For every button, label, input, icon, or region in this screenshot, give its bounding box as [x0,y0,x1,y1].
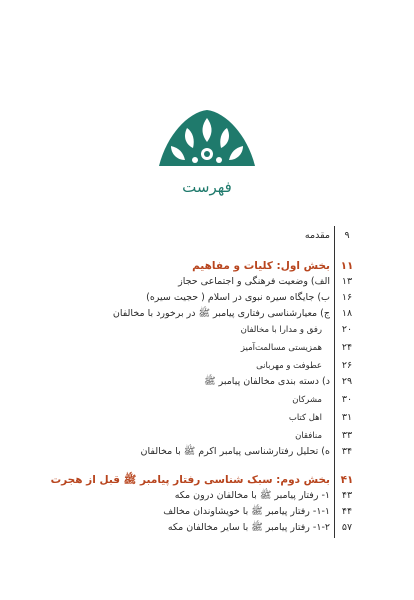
toc-entry[interactable] [0,444,414,460]
toc-entry-text: ۱-۲- رفتار پیامبر ﷺ با سایر مخالفان مکه [167,522,330,533]
toc-subentry[interactable] [0,358,414,374]
toc-page-number: ۳۰ [341,394,353,405]
toc-page-number: ۲۴ [341,342,353,353]
toc-page-number: ۴۴ [341,506,353,517]
toc-subentry[interactable] [0,428,414,444]
toc-page-number: ۴۱ [340,474,354,486]
toc-entry-text: اهل کتاب [288,413,322,423]
toc-page-number: ۲۹ [341,376,353,387]
toc-page-number: ۲۰ [341,324,353,335]
toc-page-number: ۳۴ [341,446,353,457]
toc-entry[interactable] [0,228,414,244]
toc-page-number: ۱۸ [341,308,353,319]
toc-entry[interactable] [0,274,414,290]
toc-entry-text: مشرکان [292,395,322,405]
toc-section-heading[interactable] [0,472,414,488]
toc-entry[interactable] [0,504,414,520]
toc-section-heading[interactable] [0,258,414,274]
toc-page-number: ۱۶ [341,292,353,303]
toc-entry-text: بخش دوم: سبک شناسی رفتار پیامبر ﷺ قبل از هجرت [50,474,330,486]
toc-entry-text: ۱- رفتار پیامبر ﷺ با مخالفان درون مکه [174,490,330,501]
toc-subentry[interactable] [0,410,414,426]
toc-entry[interactable] [0,520,414,536]
toc-page-number: ۳۱ [341,412,353,423]
toc-page-number: ۳۳ [341,430,353,441]
toc-entry[interactable] [0,306,414,322]
toc-entry-text: د) دسته بندی مخالفان پیامبر ﷺ [204,376,330,387]
page-title: فهرست [182,178,232,196]
toc-entry-text: ۱-۱- رفتار پیامبر ﷺ با خویشاوندان مخالف [163,506,330,517]
toc-entry[interactable] [0,488,414,504]
toc-entry-text: ج) معیارشناسی رفتاری پیامبر ﷺ در برخورد با مخالفان [112,308,330,319]
toc-page-number: ۲۶ [341,360,353,371]
toc-entry-text: ه) تحلیل رفتارشناسی پیامبر اکرم ﷺ با مخالفان [140,446,330,457]
toc-subentry[interactable] [0,392,414,408]
toc-subentry[interactable] [0,322,414,338]
toc-entry-text: منافقان [295,431,322,441]
toc-entry[interactable] [0,374,414,390]
toc-entry[interactable] [0,290,414,306]
toc-page-number: ۱۱ [340,260,354,272]
toc-entry-text: عطوفت و مهربانی [256,361,322,371]
toc-entry-text: مقدمه [304,230,330,241]
toc-entry-text: همزیستی مسالمت‌آمیز [240,343,322,353]
toc-page-number: ۹ [344,230,350,241]
toc-entry-text: رفق و مدارا با مخالفان [240,325,322,335]
toc-entry-text: الف) وضعیت فرهنگی و اجتماعی حجاز [178,276,330,287]
toc-subentry[interactable] [0,340,414,356]
toc-entry-text: بخش اول: کلیات و مفاهیم [192,260,330,272]
toc-page-number: ۱۳ [341,276,353,287]
toc-page-number: ۵۷ [341,522,353,533]
toc-entry-text: ب) جایگاه سیره نبوی در اسلام ( حجیت سیره) [146,292,330,303]
toc-page-number: ۴۳ [341,490,353,501]
